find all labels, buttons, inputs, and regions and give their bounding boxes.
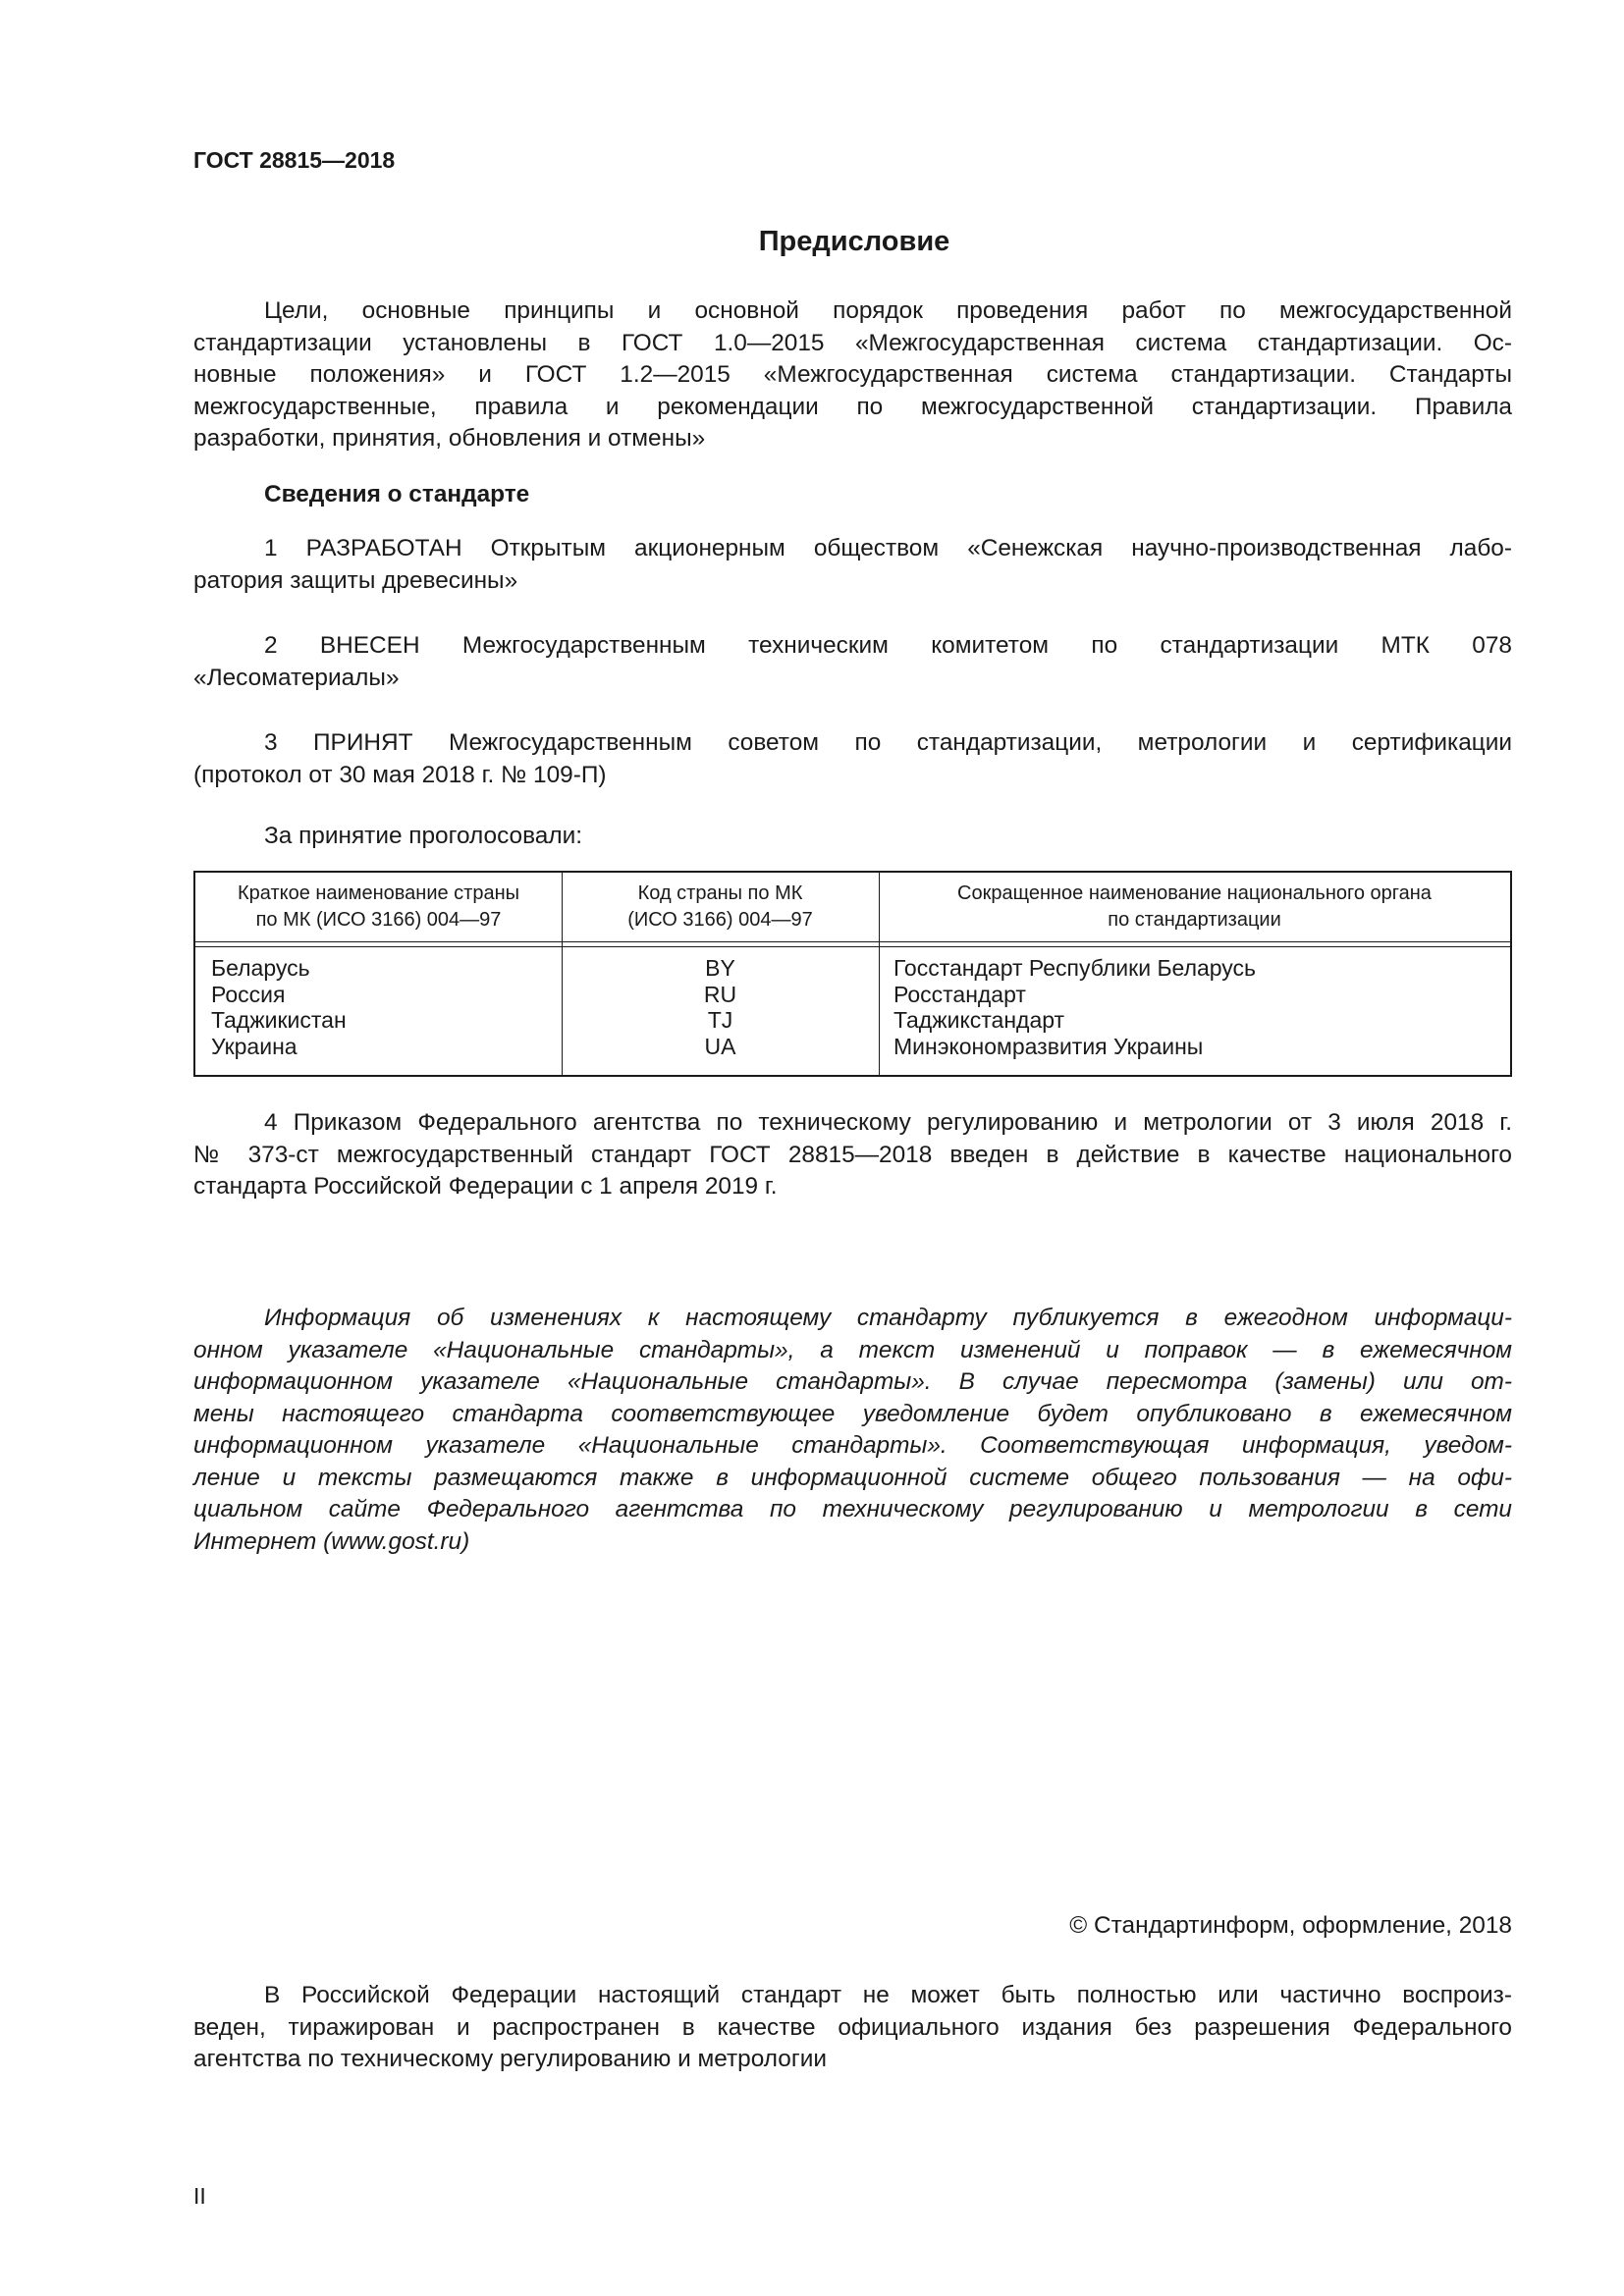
table-header-country	[195, 881, 562, 934]
intro-line: новные положения» и ГОСТ 1.2—2015 «Межгосударственная система стандартизации. Стандарты	[193, 361, 1512, 388]
intro-line: межгосударственные, правила и рекомендации по межгосударственной стандартизации. Правила	[193, 393, 1512, 420]
body-column	[879, 873, 1510, 1075]
country-column	[195, 873, 563, 1075]
table-cell-body: Росстандарт	[893, 981, 1026, 1007]
header-line: Краткое наименование страны	[237, 882, 520, 904]
table-header-code	[562, 881, 879, 934]
country-cells	[195, 955, 562, 1059]
item-2-introduced	[193, 630, 1512, 694]
item-2-line: 2 ВНЕСЕН Межгосударственным техническим комитетом по стандартизации МТК 078	[264, 632, 1512, 659]
code-cells	[562, 955, 879, 1059]
table-cell-country: Россия	[211, 981, 286, 1007]
item-2-line: «Лесоматериалы»	[193, 664, 400, 691]
code-column	[562, 873, 880, 1075]
table-cell-code: UA	[704, 1033, 736, 1059]
page-number: II	[193, 2183, 206, 2209]
notice-line: Интернет (www.gost.ru)	[193, 1527, 470, 1555]
standard-code-header: ГОСТ 28815—2018	[193, 147, 396, 173]
notice-line: мены настоящего стандарта соответствующее уведомление будет опубликовано в ежемесячном	[193, 1400, 1512, 1427]
item-1-line: 1 РАЗРАБОТАН Открытым акционерным обществом «Сенежская научно-производственная лабо-	[264, 535, 1512, 561]
intro-line: Цели, основные принципы и основной порядок проведения работ по межгосударственной	[264, 297, 1512, 324]
rights-line: веден, тиражирован и распространен в качестве официального издания без разрешения Федерального	[193, 2013, 1512, 2041]
item-3-adopted	[193, 727, 1512, 791]
notice-line: информационном указателе «Национальные стандарты». Соответствующая информация, уведом-	[193, 1432, 1512, 1459]
notice-line: ление и тексты размещаются также в информационной системе общего пользования — на офи-	[193, 1464, 1512, 1491]
notice-line: циальном сайте Федерального агентства по техническому регулированию и метрологии в сети	[193, 1496, 1512, 1522]
table-cell-country: Таджикистан	[211, 1007, 347, 1033]
standard-info-heading: Сведения о стандарте	[264, 481, 530, 507]
rights-line: агентства по техническому регулированию и метрологии	[193, 2046, 827, 2072]
item-4-line: стандарта Российской Федерации с 1 апреля 2019 г.	[193, 1173, 778, 1200]
header-line: (ИСО 3166) 004—97	[627, 909, 813, 931]
notice-line: информационном указателе «Национальные стандарты». В случае пересмотра (замены) или от-	[193, 1368, 1512, 1395]
item-4-line: № 373-ст межгосударственный стандарт ГОСТ 28815—2018 введен в действие в качестве национального	[193, 1141, 1512, 1168]
table-cell-code: RU	[703, 981, 737, 1007]
table-cell-country: Беларусь	[211, 955, 310, 981]
header-line: по МК (ИСО 3166) 004—97	[255, 909, 502, 931]
header-separator	[195, 941, 1510, 947]
item-1-developed	[193, 533, 1512, 597]
body-cells	[879, 955, 1510, 1059]
intro-paragraph	[193, 295, 1512, 455]
notice-line: онном указателе «Национальные стандарты», а текст изменений и поправок — в ежемесячном	[193, 1336, 1512, 1363]
vote-table	[193, 871, 1512, 1077]
item-3-line: 3 ПРИНЯТ Межгосударственным советом по стандартизации, метрологии и сертификации	[264, 729, 1512, 756]
header-line: Код страны по МК	[637, 882, 803, 904]
rights-line: В Российской Федерации настоящий стандарт не может быть полностью или частично воспроиз-	[264, 1982, 1512, 2008]
table-cell-country: Украина	[211, 1033, 298, 1059]
copyright-notice: © Стандартинформ, оформление, 2018	[1069, 1912, 1512, 1939]
intro-line: разработки, принятия, обновления и отмены»	[193, 425, 706, 452]
table-cell-code: TJ	[707, 1007, 733, 1033]
item-4-line: 4 Приказом Федерального агентства по техническому регулированию и метрологии от 3 июля 2018 г.	[264, 1109, 1512, 1136]
intro-line: стандартизации установлены в ГОСТ 1.0—2015 «Межгосударственная система стандартизации. Ос-	[193, 329, 1512, 356]
table-cell-body: Госстандарт Республики Беларусь	[893, 955, 1257, 981]
item-4-order	[193, 1107, 1512, 1203]
header-line: Сокращенное наименование национального органа	[957, 882, 1432, 904]
changes-notice	[193, 1303, 1512, 1558]
item-1-line: ратория защиты древесины»	[193, 566, 518, 594]
table-cell-body: Таджикстандарт	[893, 1007, 1065, 1033]
header-line: по стандартизации	[1108, 909, 1281, 931]
rights-paragraph	[193, 1980, 1512, 2076]
notice-line: Информация об изменениях к настоящему стандарту публикуется в ежегодном информаци-	[264, 1305, 1512, 1331]
table-cell-body: Минэкономразвития Украины	[893, 1033, 1204, 1059]
vote-label: За принятие проголосовали:	[264, 823, 582, 849]
table-header-body	[879, 881, 1510, 934]
table-cell-code: BY	[705, 955, 735, 981]
page-title: Предисловие	[758, 226, 950, 257]
item-3-line: (протокол от 30 мая 2018 г. № 109-П)	[193, 761, 607, 788]
